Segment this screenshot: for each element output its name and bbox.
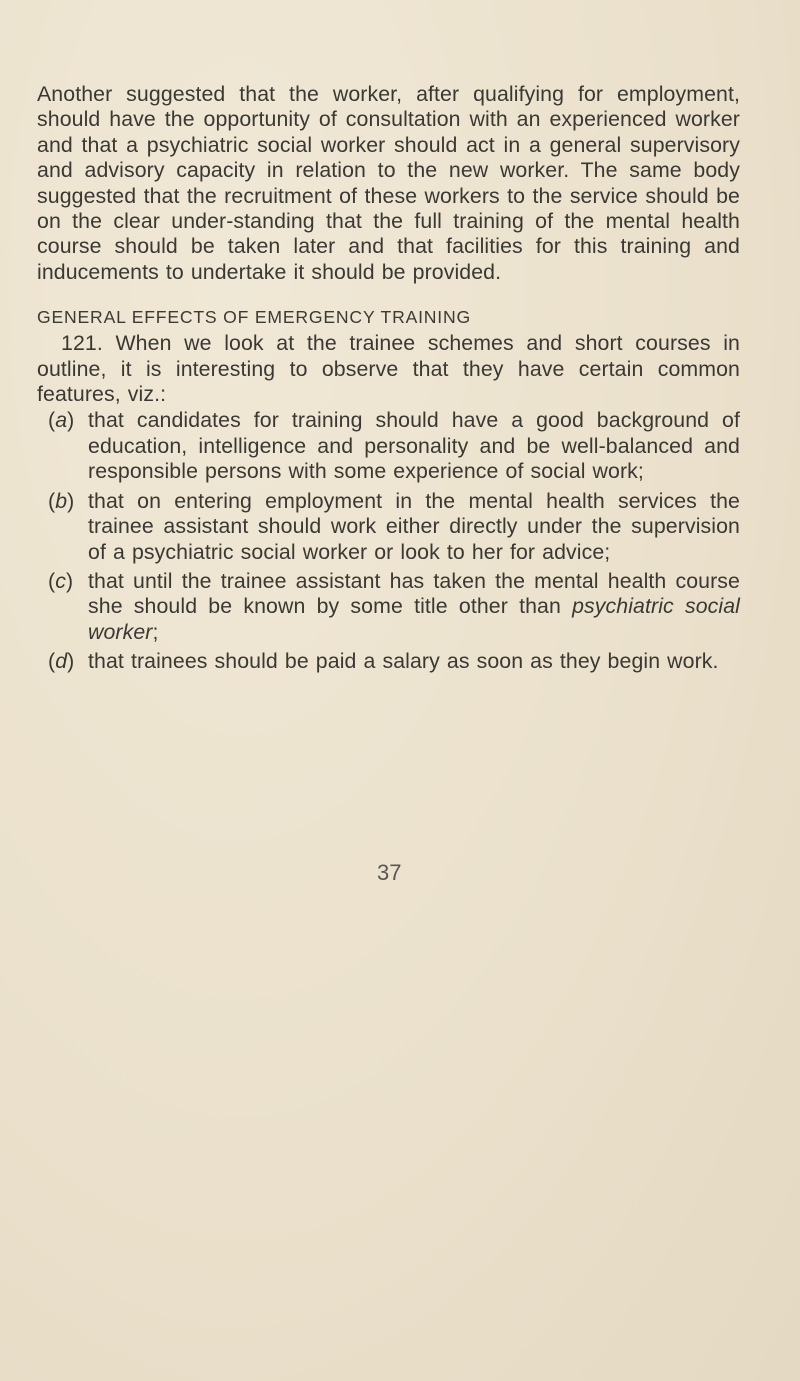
list-marker-a: (a) (48, 408, 75, 433)
italic-term: psychiatric social worker (88, 594, 740, 644)
list-marker-c: (c) (48, 568, 74, 593)
paragraph-number: 121. (61, 331, 103, 356)
list-item-d (48, 649, 740, 674)
paragraph-121-text: When we look at the trainee schemes and short courses in outline, it is interesting to observe that they have certain common features, viz.: (37, 331, 740, 407)
list-item-a-text: that candidates for training should have a good background of education, intelligence and personality and be well-balanced and responsible persons with some experience of social work; (88, 408, 740, 484)
page-number: 37 (377, 860, 402, 885)
document-page (37, 82, 740, 679)
list-item-c-text: that until the trainee assistant has taken the mental health course she should be known by some title other than psychiatric social worker; (88, 568, 740, 644)
section-heading: GENERAL EFFECTS OF EMERGENCY TRAINING (37, 307, 471, 328)
list-marker-d: (d) (48, 649, 75, 674)
features-list (37, 408, 740, 674)
list-item-b (48, 489, 740, 565)
list-item-d-text: that trainees should be paid a salary as soon as they begin work. (88, 649, 719, 674)
list-item-b-text: that on entering employment in the mental health services the trainee assistant should work either directly under the supervision of a psychiatric social worker or look to her for advice; (88, 488, 740, 564)
list-marker-b: (b) (48, 488, 75, 513)
paragraph-121 (37, 331, 740, 407)
list-item-a (48, 408, 740, 484)
list-item-c (48, 569, 740, 645)
intro-paragraph: Another suggested that the worker, after qualifying for employment, should have the opportunity of consultation with an experienced worker and that a psychiatric social worker should act in a general supervisory and advisory capacity in relation to the new worker. The same body suggested that the recruitment of these workers to the service should be on the clear under-standing that the full training of the mental health course should be taken later and that facilities for this training and inducements to undertake it should be provided. (37, 82, 740, 284)
